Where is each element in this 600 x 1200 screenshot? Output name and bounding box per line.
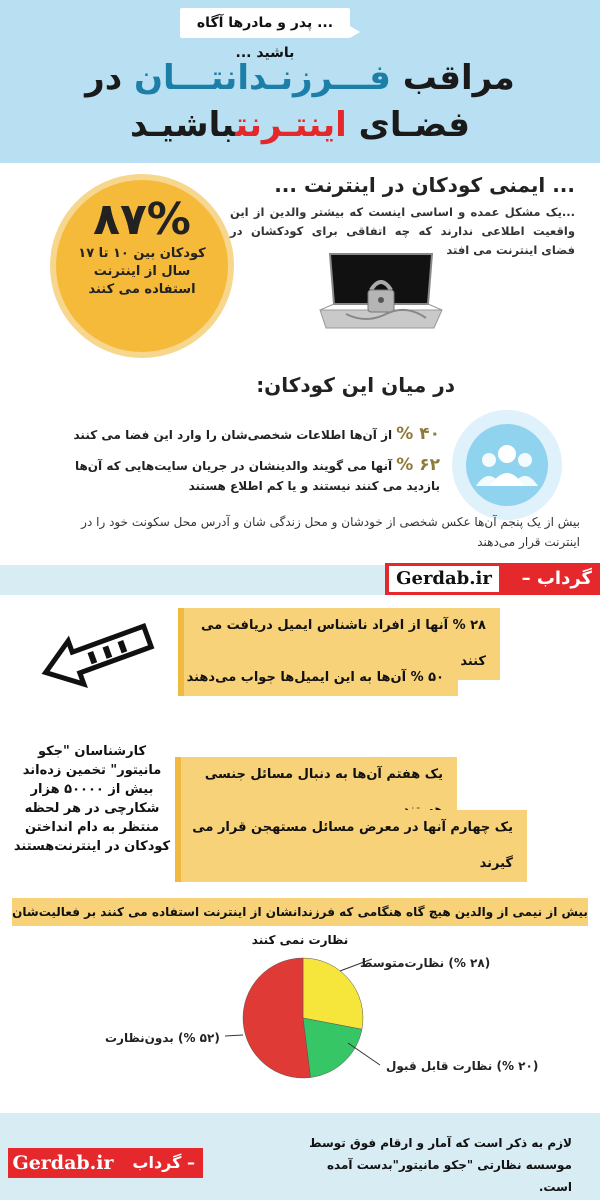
footer-note: لازم به ذکر است که آمار و ارقام فوق توسط موسسه نظارتی "جکو مانیتور"بدست آمده است. — [309, 1136, 572, 1194]
stat-87-text: کودکان بین ۱۰ تا ۱۷ سال از اینترنت استفاده می کنند — [78, 246, 206, 297]
headline1-post: در — [85, 58, 135, 98]
email-stat-box-28: ۲۸ % آنها از افراد ناشناس ایمیل دریافت می کنند — [178, 608, 500, 680]
headline1-pre: مراقب — [390, 58, 515, 98]
footer-brand-site: Gerdab.ir — [8, 1148, 118, 1178]
laptop-lock-icon — [316, 252, 446, 332]
stat-62-number: ۶۲ % — [396, 455, 440, 475]
stat-40-line — [60, 424, 440, 445]
brand-name: گرداب – — [521, 568, 592, 589]
brand-badge — [385, 563, 600, 595]
headline2-post: باشیـد — [130, 105, 236, 145]
stat-62-text: آنها می گویند والدینشان در جریان سایت‌هایی که آن‌ها بازدید می کنند نیستند و یا کم اطلاع هستند — [74, 459, 440, 493]
headline2-pre: فضـای — [346, 105, 470, 145]
subtitle-callout: ... پدر و مادرها آگاه باشید ... — [180, 8, 350, 38]
hand-cursor-icon — [32, 612, 172, 692]
stat-40-text: از آن‌ها اطلاعات شخصی‌شان را وارد این فضا می کنند — [73, 428, 397, 442]
footer-brand-badge — [8, 1148, 203, 1178]
stat-40-number: ۴۰ % — [396, 424, 440, 444]
pie-slice-none — [243, 958, 311, 1078]
headline2-accent: اینتـرنت — [235, 105, 347, 145]
header-banner — [0, 0, 600, 163]
predator-box-sexual: یک هفتم آن‌ها به دنبال مسائل جنسی — [175, 757, 457, 829]
pie-label-none: (۵۲ %) بدون‌نظارت — [105, 1031, 220, 1045]
safety-text: ...یک مشکل عمده و اساسی اینست که بیشتر والدین از این واقعیت اطلاعی ندارند که چه اتفاقی برای کودکشان در فضای اینترنت می افتد — [230, 205, 575, 257]
footer-brand-name: گرداب – — [132, 1153, 195, 1172]
pie-slice-moderate — [303, 958, 363, 1029]
stat-62-line — [60, 455, 440, 496]
email-stat-box-50: ۵۰ % آن‌ها به این ایمیل‌ها جواب می‌دهند — [178, 660, 458, 696]
pie-label-acceptable: (۲۰ %) نظارت قابل قبول — [386, 1059, 539, 1073]
stat-87-circle — [56, 180, 228, 352]
people-group-icon — [452, 410, 562, 520]
pie-label-moderate: (۲۸ %) نظارت‌متوسط — [360, 956, 491, 970]
headline1-accent: فـــرزنـدانتـــان — [134, 58, 391, 98]
predator-box-explicit: یک چهارم آنها در معرض مسائل مستهجن قرار می گیرند — [175, 810, 527, 882]
expert-estimate-text: کارشناسان "جکو مانیتور" تخمین زده‌اند بیش از ۵۰۰۰۰ هزار شکارچی در هر لحظه منتظر به دام انداختن کودکان در اینترنت‌هستند — [13, 744, 171, 854]
brand-site: Gerdab.ir — [389, 566, 499, 592]
pie-leader-acceptable — [348, 1043, 380, 1065]
stat-87-percent: ۸۷% — [93, 194, 191, 245]
headline-line2 — [0, 105, 600, 145]
fifth-text: بیش از یک پنجم آن‌ها عکس شخصی از خودشان و محل زندگی شان و آدرس محل سکونت خود را در اینترنت قرار می‌دهند — [81, 515, 580, 549]
safety-title: ... ایمنی کودکان در اینترنت ... — [274, 173, 575, 197]
among-title: در میان این کودکان: — [256, 373, 455, 397]
pie-chart-title: بیش از نیمی از والدین هیچ گاه هنگامی که فرزندانشان از اینترنت استفاده می کنند بر فعالیت‌شان نظارت نمی کنند — [12, 898, 588, 926]
headline-line1 — [0, 58, 600, 98]
pie-leader-none — [225, 1035, 243, 1036]
pie-chart — [0, 935, 600, 1105]
